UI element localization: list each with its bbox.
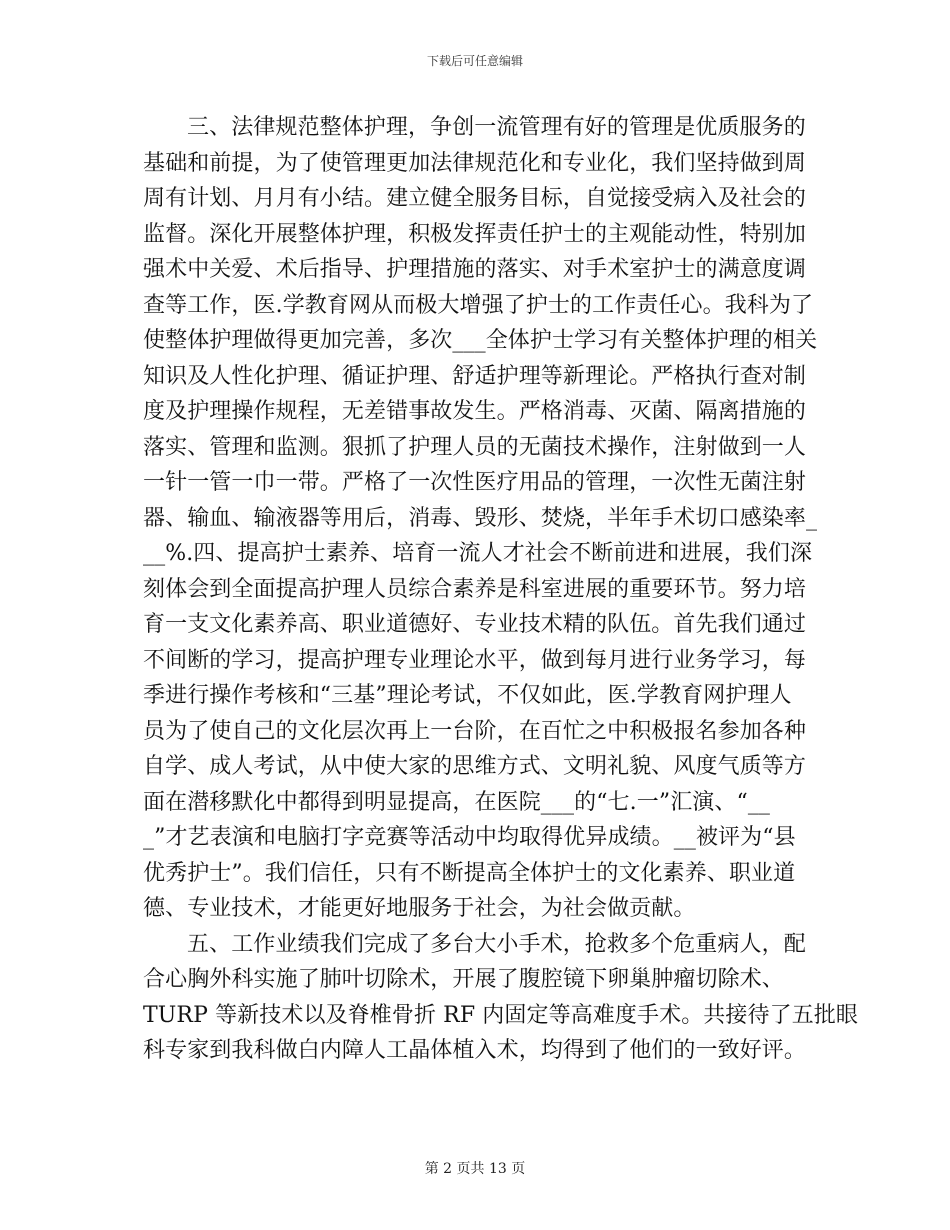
document-body [143,110,858,1069]
text-line: 科专家到我科做白内障人工晶体植入术，均得到了他们的一致好评。 [143,1038,807,1063]
text-line: 育一支文化素养高、职业道德好、专业技术精的队伍。首先我们通过 [143,612,807,637]
text-line: 不间断的学习，提高护理专业理论水平，做到每月进行业务学习，每 [143,647,807,673]
text-line: 落实、管理和监测。狠抓了护理人员的无菌技术操作，注射做到一人 [143,434,807,460]
text-line: 员为了使自己的文化层次再上一台阶，在百忙之中积极报名参加各种 [143,718,807,744]
text-line: 度及护理操作规程，无差错事故发生。严格消毒、灭菌、隔离措施的 [143,399,807,424]
text-line: 季进行操作考核和“三基”理论考试，不仅如此，医.学教育网护理人 [143,683,792,708]
text-line: 五、工作业绩我们完成了多台大小手术，抢救多个危重病人，配 [187,931,806,957]
text-line: TURP 等新技术以及脊椎骨折 RF 内固定等高难度手术。共接待了五批眼 [143,1002,858,1028]
text-line: 合心胸外科实施了肺叶切除术，开展了腹腔镜下卵巢肿瘤切除术、 [143,967,784,992]
text-line: 知识及人性化护理、循证护理、舒适护理等新理论。严格执行查对制 [143,363,807,389]
text-line: 强术中关爱、术后指导、护理措施的落实、对手术室护士的满意度调 [143,257,807,282]
text-line: 刻体会到全面提高护理人员综合素养是科室进展的重要环节。努力培 [143,576,807,602]
text-line: 优秀护士”。我们信任，只有不断提高全体护士的文化素养、职业道 [143,860,796,886]
text-line: 周有计划、月月有小结。建立健全服务目标，自觉接受病入及社会的 [143,186,807,211]
text-line: 自学、成人考试，从中使大家的思维方式、文明礼貌、风度气质等方 [143,754,807,779]
text-line: 查等工作，医.学教育网从而极大增强了护士的工作责任心。我科为了 [143,292,814,318]
text-line: 德、专业技术，才能更好地服务于社会，为社会做贡献。 [143,896,696,921]
text-line: 一针一管一巾一带。严格了一次性医疗用品的管理，一次性无菌注射 [143,470,807,495]
text-line: 器、输血、输液器等用后，消毒、毁形、焚烧，半年手术切口感染率_ [143,505,818,531]
text-line: 使整体护理做得更加完善，多次___全体护士学习有关整体护理的相关 [143,328,818,353]
text-line: 监督。深化开展整体护理，积极发挥责任护士的主观能动性，特别加 [143,221,807,247]
text-line: __%.四、提高护士素养、培育一流人才社会不断前进和进展，我们深 [143,541,813,566]
page-number: 第 2 页共 13 页 [424,1161,526,1177]
page-header: 下载后可任意编辑 [426,54,523,68]
text-line: _”才艺表演和电脑打字竞赛等活动中均取得优异成绩。__被评为“县 [143,825,796,850]
text-line: 面在潜移默化中都得到明显提高，在医院___的“七.一”汇演、“__ [143,789,771,815]
text-line: 三、法律规范整体护理，争创一流管理有好的管理是优质服务的 [187,115,806,140]
text-line: 基础和前提，为了使管理更加法律规范化和专业化，我们坚持做到周 [143,150,807,176]
